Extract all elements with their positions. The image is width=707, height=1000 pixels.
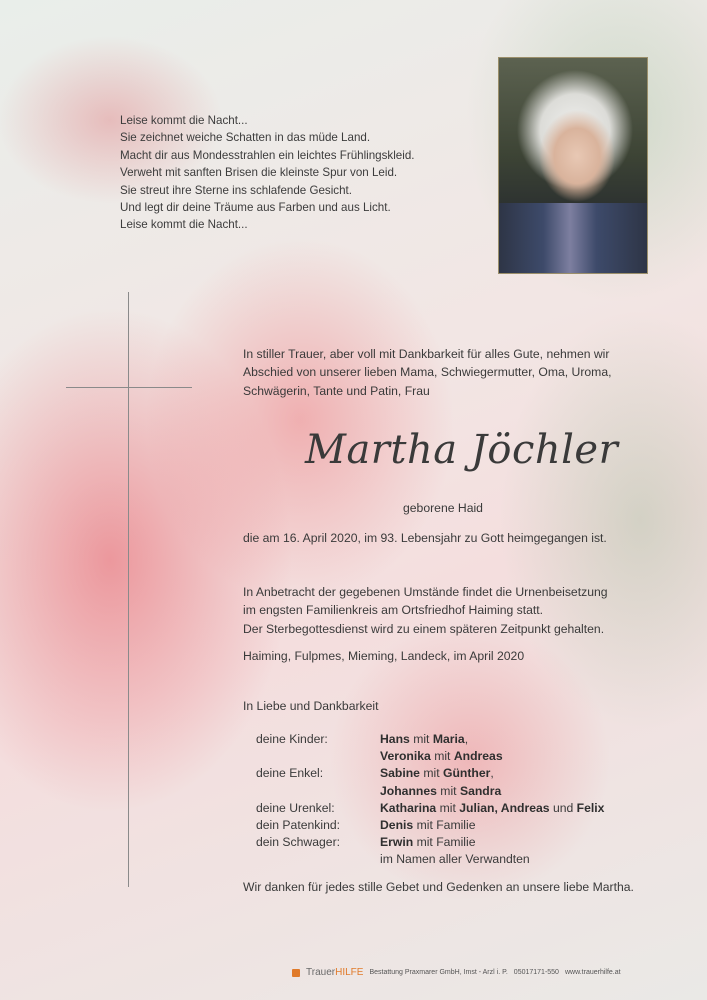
cross-vertical — [128, 292, 129, 887]
footer — [292, 967, 621, 978]
family-connector: mit — [436, 783, 460, 798]
family-row — [380, 834, 604, 851]
footer-phone: 05017171-550 — [513, 969, 559, 976]
family-connector: mit — [419, 766, 443, 781]
deceased-name: Martha Jöchler — [305, 427, 619, 473]
poem — [120, 112, 415, 234]
family-name: Sabine — [380, 766, 420, 781]
poem-line: Sie streut ihre Sterne ins schlafende Gesicht. — [120, 183, 352, 197]
family-name: Erwin — [380, 835, 414, 850]
footer-logo — [306, 967, 363, 978]
poem-line: Leise kommt die Nacht... — [120, 114, 248, 127]
relation-label — [256, 748, 340, 765]
family-row — [380, 765, 604, 782]
family-connector: mit — [409, 732, 433, 746]
relation-label: deine Kinder: — [256, 732, 328, 746]
family-row — [380, 851, 604, 868]
family-name: Veronika — [380, 749, 431, 764]
family-name: Johannes — [380, 783, 437, 798]
family-connector: mit — [436, 800, 460, 815]
family-row — [380, 817, 604, 834]
relation-label — [256, 783, 340, 800]
family-name: Felix — [576, 800, 605, 815]
family-connector: und — [549, 800, 577, 815]
family-name: Katharina — [380, 800, 437, 815]
logo-part: Trauer — [306, 967, 336, 978]
death-statement: die am 16. April 2020, im 93. Lebensjahr zu Gott heimgegangen ist. — [243, 531, 607, 545]
family-name: Maria — [432, 732, 465, 746]
portrait-clothing — [499, 203, 647, 273]
family-name: Andreas — [453, 749, 503, 764]
family-row — [380, 800, 604, 817]
family-connector: mit Familie — [413, 817, 476, 832]
family-name: Julian, Andreas — [459, 800, 550, 815]
relation-label — [256, 851, 340, 868]
family-connector: im Namen aller Verwandten — [380, 852, 530, 867]
family-row — [380, 783, 604, 800]
relation-label: dein Patenkind: — [256, 817, 341, 832]
logo-part-highlight: HILFE — [335, 967, 364, 978]
poem-line: Sie zeichnet weiche Schatten in das müde Land. — [120, 131, 371, 145]
trauerhilfe-logo-icon — [292, 969, 300, 977]
relation-label: deine Enkel: — [256, 766, 324, 781]
family-name: Günther — [443, 766, 491, 781]
cross-horizontal — [66, 387, 192, 388]
love-line: In Liebe und Dankbarkeit — [243, 699, 379, 713]
notice-line: im engsten Familienkreis am Ortsfriedhof Haiming statt. — [243, 603, 544, 618]
family-row — [380, 748, 604, 765]
family-name: Sandra — [459, 783, 502, 798]
footer-web[interactable]: www.trauerhilfe.at — [564, 969, 621, 976]
place-date: Haiming, Fulpmes, Mieming, Landeck, im April 2020 — [243, 649, 525, 663]
maiden-name: geborene Haid — [403, 501, 483, 515]
family-punct: , — [464, 732, 469, 746]
notice-line: In Anbetracht der gegebenen Umstände findet die Urnenbeisetzung — [243, 585, 608, 599]
intro-text: In stiller Trauer, aber voll mit Dankbarkeit für alles Gute, nehmen wir Abschied von unserer lieben Mama, Schwiegermutter, Oma, Uroma, Schwägerin, Tante und Patin, Frau — [243, 347, 612, 398]
family-name: Hans — [380, 732, 410, 746]
relations-column — [256, 731, 340, 869]
family-connector: mit — [430, 749, 454, 764]
family-connector: mit Familie — [413, 835, 476, 850]
relation-label: dein Schwager: — [256, 835, 341, 850]
poem-line: Und legt dir deine Träume aus Farben und aus Licht. — [120, 201, 391, 215]
poem-line: Verweht mit sanften Brisen die kleinste Spur von Leid. — [120, 166, 398, 180]
family-row — [380, 731, 604, 748]
family-names-column — [380, 731, 604, 869]
family-punct: , — [490, 766, 494, 781]
family-name: Denis — [380, 817, 414, 832]
relation-label: deine Urenkel: — [256, 800, 335, 815]
notice-line: Der Sterbegottesdienst wird zu einem späteren Zeitpunkt gehalten. — [243, 621, 605, 636]
poem-line: Macht dir aus Mondesstrahlen ein leichtes Frühlingskleid. — [120, 148, 415, 162]
portrait-photo — [498, 57, 648, 274]
poem-line: Leise kommt die Nacht... — [120, 218, 248, 232]
funeral-notice — [243, 583, 608, 638]
thanks-line: Wir danken für jedes stille Gebet und Gedenken an unsere liebe Martha. — [243, 880, 634, 894]
footer-company: Bestattung Praxmarer GmbH, Imst - Arzl i. P. — [369, 969, 508, 976]
